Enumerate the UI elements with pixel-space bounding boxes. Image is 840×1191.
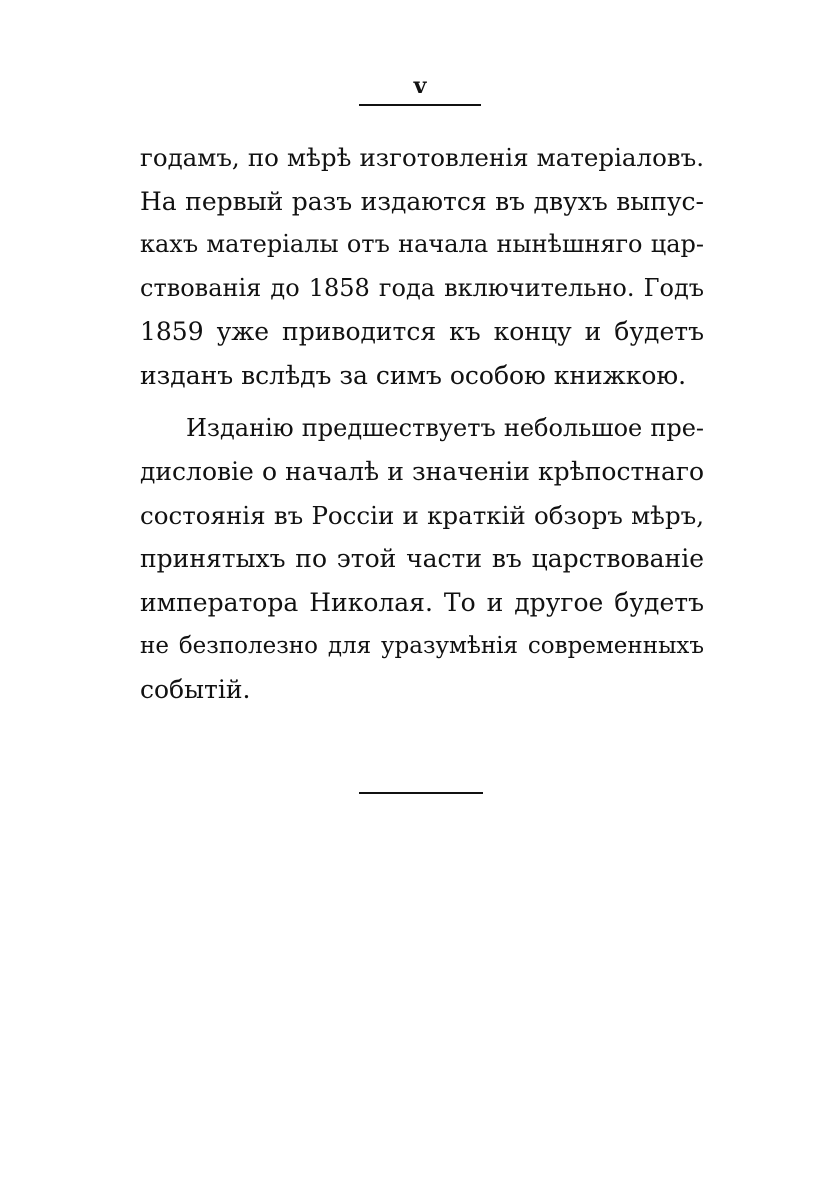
page-number: v <box>413 73 427 99</box>
text-line: На первый разъ издаются въ двухъ выпус- <box>140 186 704 216</box>
end-rule <box>359 792 483 794</box>
text-line: императора Николая. То и другое будетъ <box>140 587 704 617</box>
text-line: ствованія до 1858 года включительно. Годъ <box>140 273 704 302</box>
text-line: изданъ вслѣдъ за симъ особою книжкою. <box>140 360 687 390</box>
text-line: Изданію предшествуетъ небольшое пре- <box>186 413 704 442</box>
header-rule <box>359 104 481 106</box>
paragraph-1 <box>140 136 704 398</box>
paragraph-gap <box>140 398 704 407</box>
text-line: не безполезно для уразумѣнія современныхъ <box>140 632 704 659</box>
text-line: годамъ, по мѣрѣ изготовленія матеріаловъ. <box>140 143 704 172</box>
text-line: дисловіе о началѣ и значеніи крѣпостнаго <box>140 457 704 487</box>
text-line: 1859 уже приводится къ концу и будетъ <box>140 317 704 347</box>
text-line: событій. <box>140 675 251 705</box>
text-line: состоянія въ Россіи и краткій обзоръ мѣръ, <box>140 500 704 530</box>
text-line: кахъ матеріалы отъ начала нынѣшняго цар- <box>140 230 704 259</box>
body-text <box>140 136 704 712</box>
paragraph-2 <box>140 407 704 712</box>
text-line: принятыхъ по этой части въ царствованіе <box>140 544 704 574</box>
